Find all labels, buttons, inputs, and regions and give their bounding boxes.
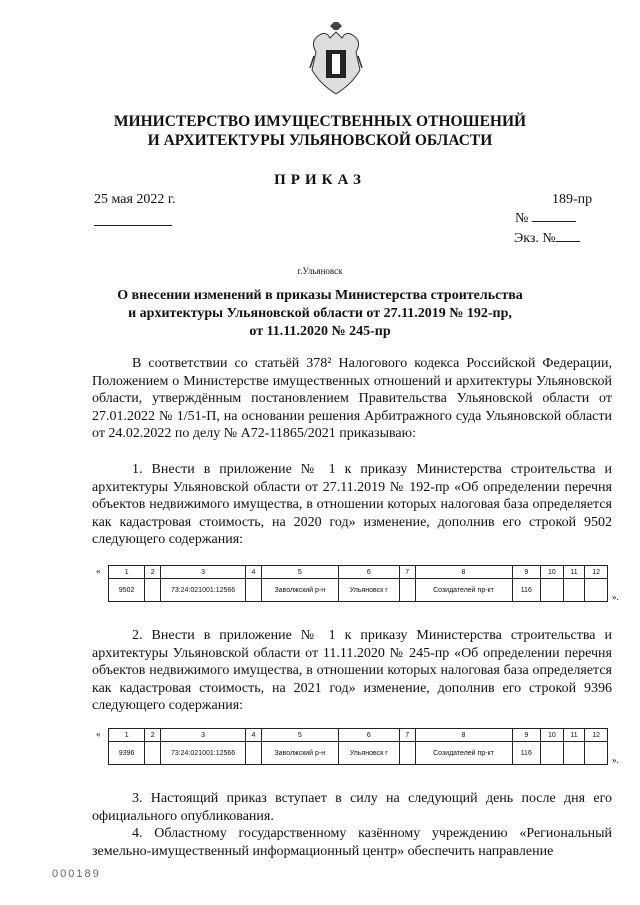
table2-cell	[399, 742, 415, 765]
table1-open-quote: «	[96, 566, 101, 576]
item2-paragraph: 2. Внести в приложение № 1 к приказу Министерства строительства и архитектуры Ульяновской области от 11.11.2020 № 245-пр «Об определении перечня объектов недвижимого имущества, в отношении которых налоговая база определяется как кадастровая стоимость, на 2021 год» изменение, дополнив его строкой 9396 следующего содержания:	[92, 628, 612, 713]
table2-header-row	[109, 729, 608, 742]
page-stamp-number: 000189	[52, 868, 101, 880]
table1	[108, 565, 608, 602]
table2-cell: 116	[512, 742, 541, 765]
table2-h10: 10	[541, 729, 564, 742]
table1-h10: 10	[541, 566, 564, 579]
table1-h5: 5	[261, 566, 338, 579]
table2-row	[109, 742, 608, 765]
item4-paragraph: 4. Областному государственному казённому учреждению «Региональный земельно-имущественный информационный центр» обеспечить направление	[92, 826, 612, 859]
table1-close-quote: ».	[612, 592, 619, 602]
date-underline	[94, 225, 172, 226]
ministry-name-line2: И АРХИТЕКТУРЫ УЛЬЯНОВСКОЙ ОБЛАСТИ	[147, 132, 493, 149]
copy-field	[514, 229, 580, 247]
table1-h3: 3	[161, 566, 246, 579]
table2-cell: Ульяновск г	[338, 742, 399, 765]
order-title: ПРИКАЗ	[274, 172, 366, 188]
table2-cell	[541, 742, 564, 765]
table2-cell	[563, 742, 585, 765]
copy-blank	[556, 229, 580, 242]
table2-h4: 4	[246, 729, 262, 742]
table1-cell	[145, 579, 161, 602]
table2	[108, 728, 608, 765]
table2-h2: 2	[145, 729, 161, 742]
order-number: 189-пр	[552, 192, 593, 207]
table2-h5: 5	[261, 729, 338, 742]
subject-line3: от 11.11.2020 № 245-пр	[249, 324, 391, 339]
coat-of-arms-emblem	[308, 22, 364, 98]
table2-h6: 6	[338, 729, 399, 742]
item1-paragraph: 1. Внести в приложение № 1 к приказу Министерства строительства и архитектуры Ульяновской области от 27.11.2019 № 192-пр «Об определении перечня объектов недвижимого имущества, в отношении которых налоговая база определяется как кадастровая стоимость, на 2020 год» изменение, дополнив его строкой 9502 следующего содержания:	[92, 462, 612, 547]
table1-cell	[246, 579, 262, 602]
table2-cell	[246, 742, 262, 765]
table2-cell: 9396	[109, 742, 145, 765]
table2-open-quote: «	[96, 729, 101, 739]
subject-line2: и архитектуры Ульяновской области от 27.11.2019 № 192-пр,	[128, 306, 512, 321]
table1-cell	[399, 579, 415, 602]
table1-row	[109, 579, 608, 602]
table2-cell: Заволжский р-н	[261, 742, 338, 765]
table1-h11: 11	[563, 566, 585, 579]
table1-cell: Ульяновск г	[338, 579, 399, 602]
table1-cell: 9502	[109, 579, 145, 602]
table1-cell	[585, 579, 608, 602]
table2-h3: 3	[161, 729, 246, 742]
number-field	[515, 209, 576, 227]
table1-h1: 1	[109, 566, 145, 579]
table2-cell: 73:24:021001:12566	[161, 742, 246, 765]
table2-h12: 12	[585, 729, 608, 742]
item3-paragraph: 3. Настоящий приказ вступает в силу на следующий день после дня его официального опубликования.	[92, 791, 612, 824]
table2-h11: 11	[563, 729, 585, 742]
order-date: 25 мая 2022 г.	[94, 192, 176, 207]
table2-close-quote: ».	[612, 755, 619, 765]
table1-header-row	[109, 566, 608, 579]
intro-paragraph: В соответствии со статьёй 378² Налогового кодекса Российской Федерации, Положением о Министерстве имущественных отношений и архитектуры Ульяновской области, утверждённым постановлением Правительства Ульяновской области от 27.01.2022 № 1/51-П, на основании решения Арбитражного суда Ульяновской области от 24.02.2022 по делу № А72-11865/2021 приказываю:	[92, 356, 612, 441]
table1-cell	[541, 579, 564, 602]
table2-h8: 8	[415, 729, 512, 742]
table2-cell	[145, 742, 161, 765]
ministry-name-line1: МИНИСТЕРСТВО ИМУЩЕСТВЕННЫХ ОТНОШЕНИЙ	[113, 113, 527, 130]
table1-cell: 73:24:021001:12566	[161, 579, 246, 602]
table2-cell: Созидателей пр-кт	[415, 742, 512, 765]
table1-h2: 2	[145, 566, 161, 579]
table2-cell	[585, 742, 608, 765]
table2-h1: 1	[109, 729, 145, 742]
table1-cell: Созидателей пр-кт	[415, 579, 512, 602]
table1-cell	[563, 579, 585, 602]
subject-line1: О внесении изменений в приказы Министерства строительства	[117, 288, 523, 303]
city: г.Ульяновск	[297, 266, 343, 276]
table1-cell: 116	[512, 579, 541, 602]
table1-cell: Заволжский р-н	[261, 579, 338, 602]
table1-h9: 9	[512, 566, 541, 579]
number-label: №	[515, 211, 529, 226]
table1-h6: 6	[338, 566, 399, 579]
table1-h8: 8	[415, 566, 512, 579]
number-blank	[532, 209, 576, 222]
order-subject	[110, 287, 530, 341]
table1-h7: 7	[399, 566, 415, 579]
table2-h9: 9	[512, 729, 541, 742]
copy-label: Экз. №	[514, 231, 556, 246]
table2-h7: 7	[399, 729, 415, 742]
table1-h4: 4	[246, 566, 262, 579]
table1-h12: 12	[585, 566, 608, 579]
